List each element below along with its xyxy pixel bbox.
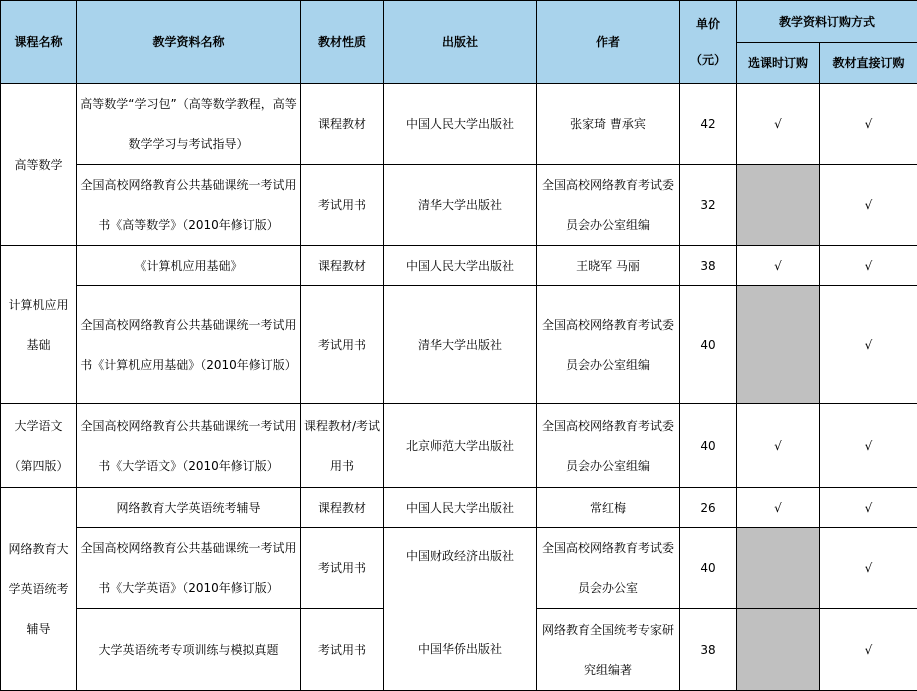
order-direct-cell: √ [820,246,917,286]
header-nature: 教材性质 [301,1,384,84]
order-direct-cell: √ [820,286,917,404]
order-direct-cell: √ [820,528,917,609]
order-course-cell [737,286,820,404]
order-direct-cell: √ [820,84,917,165]
author-cell: 全国高校网络教育考试委员会办公室组编 [537,404,680,488]
publisher-cell: 中国人民大学出版社 [384,246,537,286]
course-cell: 网络教育大学英语统考辅导 [1,488,77,691]
order-direct-cell: √ [820,165,917,246]
material-cell: 《计算机应用基础》 [77,246,301,286]
order-course-cell: √ [737,84,820,165]
nature-cell: 考试用书 [301,286,384,404]
material-cell: 大学英语统考专项训练与模拟真题 [77,609,301,691]
author-cell: 王晓军 马丽 [537,246,680,286]
material-cell: 全国高校网络教育公共基础课统一考试用书《高等数学》（2010年修订版） [77,165,301,246]
price-cell: 42 [680,84,737,165]
price-cell: 26 [680,488,737,528]
table-row [1,488,917,528]
header-order-method: 教学资料订购方式 [737,1,917,43]
publisher-cell: 清华大学出版社 [384,286,537,404]
price-cell: 40 [680,286,737,404]
publisher-cell: 清华大学出版社 [384,165,537,246]
order-direct-cell: √ [820,488,917,528]
material-cell: 全国高校网络教育公共基础课统一考试用书《大学语文》（2010年修订版） [77,404,301,488]
price-cell: 32 [680,165,737,246]
author-cell: 常红梅 [537,488,680,528]
price-cell: 40 [680,528,737,609]
material-cell: 全国高校网络教育公共基础课统一考试用书《大学英语》（2010年修订版） [77,528,301,609]
author-cell: 全国高校网络教育考试委员会办公室 [537,528,680,609]
table-row [1,609,917,691]
material-cell: 网络教育大学英语统考辅导 [77,488,301,528]
order-direct-cell: √ [820,404,917,488]
header-order-direct: 教材直接订购 [820,43,917,84]
material-cell: 全国高校网络教育公共基础课统一考试用书《计算机应用基础》（2010年修订版） [77,286,301,404]
material-cell: 高等数学“学习包”（高等数学教程，高等数学学习与考试指导） [77,84,301,165]
header-course: 课程名称 [1,1,77,84]
order-direct-cell: √ [820,609,917,691]
author-cell: 网络教育全国统考专家研究组编著 [537,609,680,691]
nature-cell: 考试用书 [301,165,384,246]
author-cell: 全国高校网络教育考试委员会办公室组编 [537,165,680,246]
header-price [680,1,737,84]
price-cell: 40 [680,404,737,488]
nature-cell: 考试用书 [301,609,384,691]
price-cell: 38 [680,609,737,691]
nature-cell: 课程教材 [301,84,384,165]
nature-cell: 课程教材 [301,246,384,286]
nature-cell: 课程教材/考试用书 [301,404,384,488]
author-cell: 张家琦 曹承宾 [537,84,680,165]
table-row [1,404,917,488]
course-cell: 大学语文（第四版） [1,404,77,488]
course-cell: 计算机应用基础 [1,246,77,404]
order-course-cell [737,165,820,246]
order-course-cell: √ [737,246,820,286]
publisher-cell: 中国人民大学出版社 [384,84,537,165]
header-author: 作者 [537,1,680,84]
table-row [1,528,917,609]
header-price-label: 单价 [682,6,734,42]
header-publisher: 出版社 [384,1,537,84]
course-cell: 高等数学 [1,84,77,246]
nature-cell: 课程教材 [301,488,384,528]
price-cell: 38 [680,246,737,286]
table-row [1,84,917,165]
publisher-cell: 中国人民大学出版社 [384,488,537,528]
nature-cell: 考试用书 [301,528,384,609]
order-course-cell: √ [737,488,820,528]
order-course-cell: √ [737,404,820,488]
header-price-unit: （元） [682,42,734,78]
publisher-cell: 中国华侨出版社 [384,609,537,691]
table-row [1,246,917,286]
header-material: 教学资料名称 [77,1,301,84]
author-cell: 全国高校网络教育考试委员会办公室组编 [537,286,680,404]
order-course-cell [737,528,820,609]
publisher-cell: 中国财政经济出版社 [384,528,537,609]
order-course-cell [737,609,820,691]
table-row [1,165,917,246]
publisher-cell: 北京师范大学出版社 [384,404,537,488]
header-order-course: 选课时订购 [737,43,820,84]
table-row [1,286,917,404]
